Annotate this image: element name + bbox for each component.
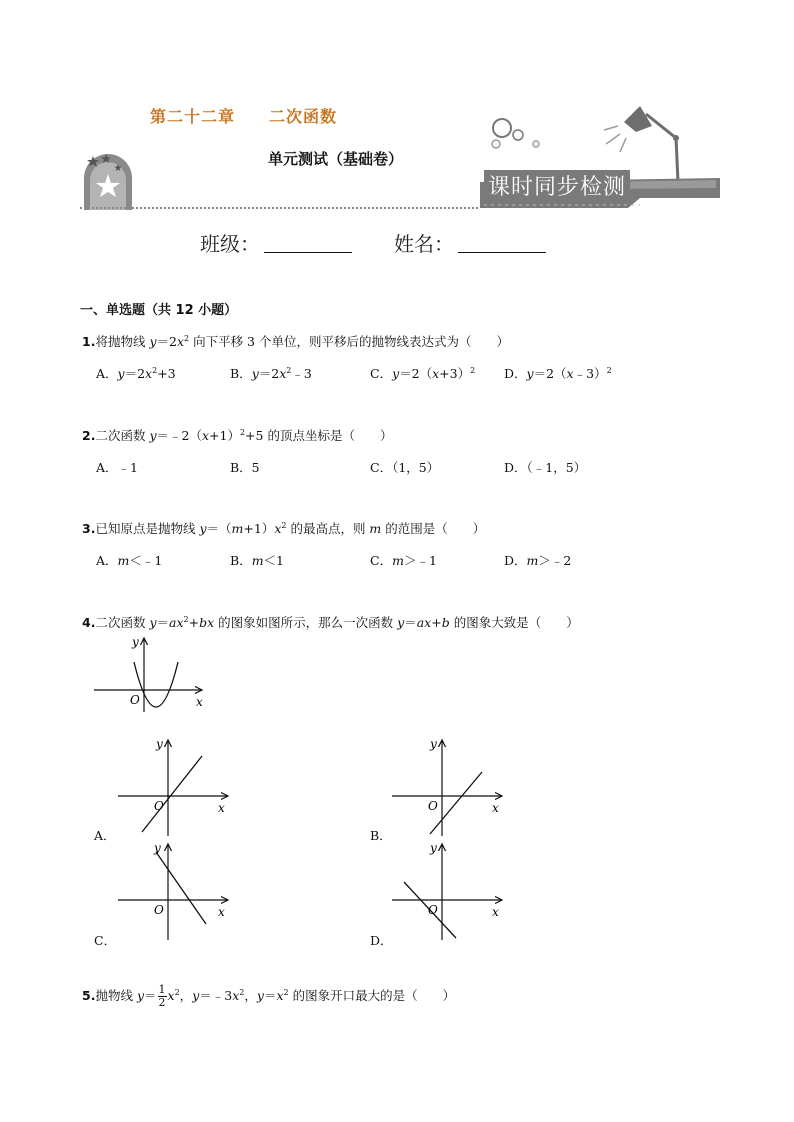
q-text: ，: [179, 988, 193, 1003]
q2-option-d[interactable]: D．（﹣1，5）: [504, 460, 587, 475]
opt-label: B．: [230, 553, 252, 568]
var: y: [392, 366, 400, 381]
q2-option-b[interactable]: B．5: [230, 460, 260, 475]
exponent: 2: [281, 521, 287, 530]
q1-option-a[interactable]: [96, 364, 176, 382]
y-label: y: [154, 841, 161, 855]
q-text: ＝﹣2（: [156, 428, 202, 443]
q-text: ＝: [144, 988, 157, 1003]
var: m: [392, 553, 404, 568]
class-field: [200, 228, 352, 257]
q1-option-d[interactable]: [504, 364, 612, 382]
var: x: [201, 428, 210, 443]
opt-label: D．: [504, 366, 527, 381]
name-field: [394, 228, 546, 257]
var: x: [145, 366, 153, 381]
question-number: 1.: [82, 334, 96, 349]
exponent: 2: [174, 988, 180, 997]
exponent: 2: [152, 366, 158, 375]
var: b: [441, 615, 450, 630]
opt-text: ＝2（: [399, 366, 433, 381]
q4-option-a-label[interactable]: A．: [94, 828, 116, 843]
var: x: [167, 988, 175, 1003]
fraction-denominator: 2: [158, 996, 166, 1009]
var: bx: [199, 615, 215, 630]
x-label: x: [492, 801, 499, 815]
var: y: [199, 521, 207, 536]
opt-label: B．: [230, 366, 252, 381]
q-text: 二次函数: [95, 615, 150, 630]
var: x: [176, 334, 185, 349]
chapter-number: 第二十二章: [150, 107, 236, 126]
q-text: 的图象开口最大的是（ ）: [288, 988, 456, 1003]
y-label: y: [132, 635, 139, 649]
opt-label: A．: [96, 366, 118, 381]
q3-option-b[interactable]: [230, 551, 284, 569]
opt-label: D．: [504, 553, 527, 568]
q3-option-c[interactable]: [370, 551, 437, 569]
var: y: [149, 428, 157, 443]
q-text: 的范围是（ ）: [381, 521, 486, 536]
var: x: [279, 366, 287, 381]
q-text: +: [188, 615, 200, 630]
q4-option-b-label[interactable]: B．: [370, 828, 392, 843]
class-blank[interactable]: [264, 234, 352, 253]
var: y: [136, 988, 144, 1003]
q-text: ＝﹣3: [199, 988, 233, 1003]
origin-label: O: [428, 903, 438, 917]
var: y: [149, 334, 157, 349]
q-text: 已知原点是抛物线: [95, 521, 200, 536]
var: y: [192, 988, 200, 1003]
opt-text: +3）: [439, 366, 471, 381]
var: y: [251, 366, 259, 381]
opt-text: ＞﹣2: [538, 553, 572, 568]
var: m: [369, 521, 382, 536]
var: y: [256, 988, 264, 1003]
var: x: [274, 521, 282, 536]
opt-label: C．: [370, 366, 393, 381]
bubbles-icon: [486, 114, 546, 158]
opt-text: ﹣3）: [573, 366, 607, 381]
question-5: [82, 984, 455, 1009]
question-number: 3.: [82, 521, 96, 536]
origin-label: O: [154, 903, 164, 917]
q3-option-d[interactable]: [504, 551, 571, 569]
name-blank[interactable]: [458, 234, 546, 253]
var: x: [566, 366, 574, 381]
question-number: 2.: [82, 428, 96, 443]
fraction-numerator: 1: [158, 983, 166, 996]
var: m: [231, 521, 244, 536]
q2-option-c[interactable]: C．（1，5）: [370, 460, 440, 475]
q-text: 将抛物线: [95, 334, 150, 349]
exponent: 2: [283, 988, 289, 997]
q-text: ＝: [263, 988, 277, 1003]
opt-text: ＝2: [258, 366, 280, 381]
q-text: 向下平移 3 个单位，则平移后的抛物线表达式为（ ）: [189, 334, 509, 349]
q-text: ＝2: [156, 334, 177, 349]
q4-graph-a[interactable]: [112, 734, 236, 838]
opt-text: ﹣3: [291, 366, 312, 381]
brand-title: 课时同步检测: [484, 170, 630, 201]
q-text: ＝: [404, 615, 417, 630]
q4-graph-b[interactable]: [386, 734, 510, 838]
x-label: x: [218, 905, 225, 919]
q-text: 的图象大致是（ ）: [449, 615, 579, 630]
question-number: 5.: [82, 988, 96, 1003]
x-label: x: [492, 905, 499, 919]
question-4: [82, 613, 579, 631]
opt-text: ＝2（: [533, 366, 567, 381]
exponent: 2: [183, 615, 189, 624]
opt-text: +3: [157, 366, 176, 381]
q4-graph-c[interactable]: [112, 838, 236, 942]
q4-option-d-label[interactable]: D．: [370, 933, 393, 948]
question-2: [82, 426, 392, 444]
q-text: +: [431, 615, 442, 630]
class-label: 班级：: [200, 232, 260, 256]
exponent: 2: [606, 366, 612, 375]
exponent: 2: [239, 428, 246, 437]
origin-label: O: [130, 693, 140, 707]
var: y: [526, 366, 534, 381]
question-1: [82, 332, 509, 350]
parabola-graph: [90, 632, 210, 714]
fraction-half: [158, 984, 167, 1009]
opt-label: C．: [370, 553, 393, 568]
var: m: [526, 553, 539, 568]
y-label: y: [156, 737, 163, 751]
var: x: [276, 988, 284, 1003]
var: x: [232, 988, 240, 1003]
origin-label: O: [428, 799, 438, 813]
var: x: [432, 366, 440, 381]
opt-text: ＜﹣1: [129, 553, 163, 568]
origin-label: O: [154, 799, 164, 813]
opt-text: ＝2: [124, 366, 146, 381]
y-label: y: [430, 841, 437, 855]
q-text: ，: [244, 988, 257, 1003]
q3-option-a[interactable]: [96, 551, 162, 569]
q4-graph-d[interactable]: [386, 838, 510, 942]
q-text: ＝: [156, 615, 170, 630]
q1-option-c[interactable]: [370, 364, 475, 382]
q1-option-b[interactable]: [230, 364, 312, 382]
var: y: [117, 366, 125, 381]
var: y: [397, 615, 405, 630]
q-text: 的最高点，则: [286, 521, 370, 536]
y-label: y: [430, 737, 437, 751]
var: m: [117, 553, 130, 568]
var: ax: [416, 615, 432, 630]
parabola-curve: [134, 662, 178, 707]
q-text: 的图象如图所示，那么一次函数: [214, 615, 398, 630]
section-title: 一、单选题（共 12 小题）: [80, 303, 238, 318]
q-text: 二次函数: [95, 428, 150, 443]
question-3: [82, 519, 485, 537]
opt-text: ＞﹣1: [403, 553, 437, 568]
chapter-heading: [150, 104, 337, 127]
exponent: 2: [470, 366, 476, 375]
q-text: +1）: [243, 521, 275, 536]
chapter-title: 二次函数: [269, 107, 338, 126]
q-text: 抛物线: [95, 988, 137, 1003]
opt-text: ＜1: [263, 553, 284, 568]
x-label: x: [218, 801, 225, 815]
var: ax: [169, 615, 184, 630]
q-text: +1）: [209, 428, 240, 443]
unit-test-title: 单元测试（基础卷）: [268, 150, 404, 168]
exponent: 2: [184, 334, 190, 343]
var: m: [251, 553, 264, 568]
x-label: x: [196, 695, 203, 709]
q-text: ＝（: [206, 521, 232, 536]
exponent: 2: [239, 988, 245, 997]
question-number: 4.: [82, 615, 96, 630]
exponent: 2: [286, 366, 292, 375]
q2-option-a[interactable]: A．﹣1: [96, 460, 138, 475]
opt-label: A．: [96, 553, 118, 568]
q-text: +5 的顶点坐标是（ ）: [245, 428, 393, 443]
q4-option-c-label[interactable]: C．: [94, 933, 117, 948]
line: [142, 756, 202, 832]
name-label: 姓名：: [394, 232, 454, 256]
var: y: [149, 615, 157, 630]
